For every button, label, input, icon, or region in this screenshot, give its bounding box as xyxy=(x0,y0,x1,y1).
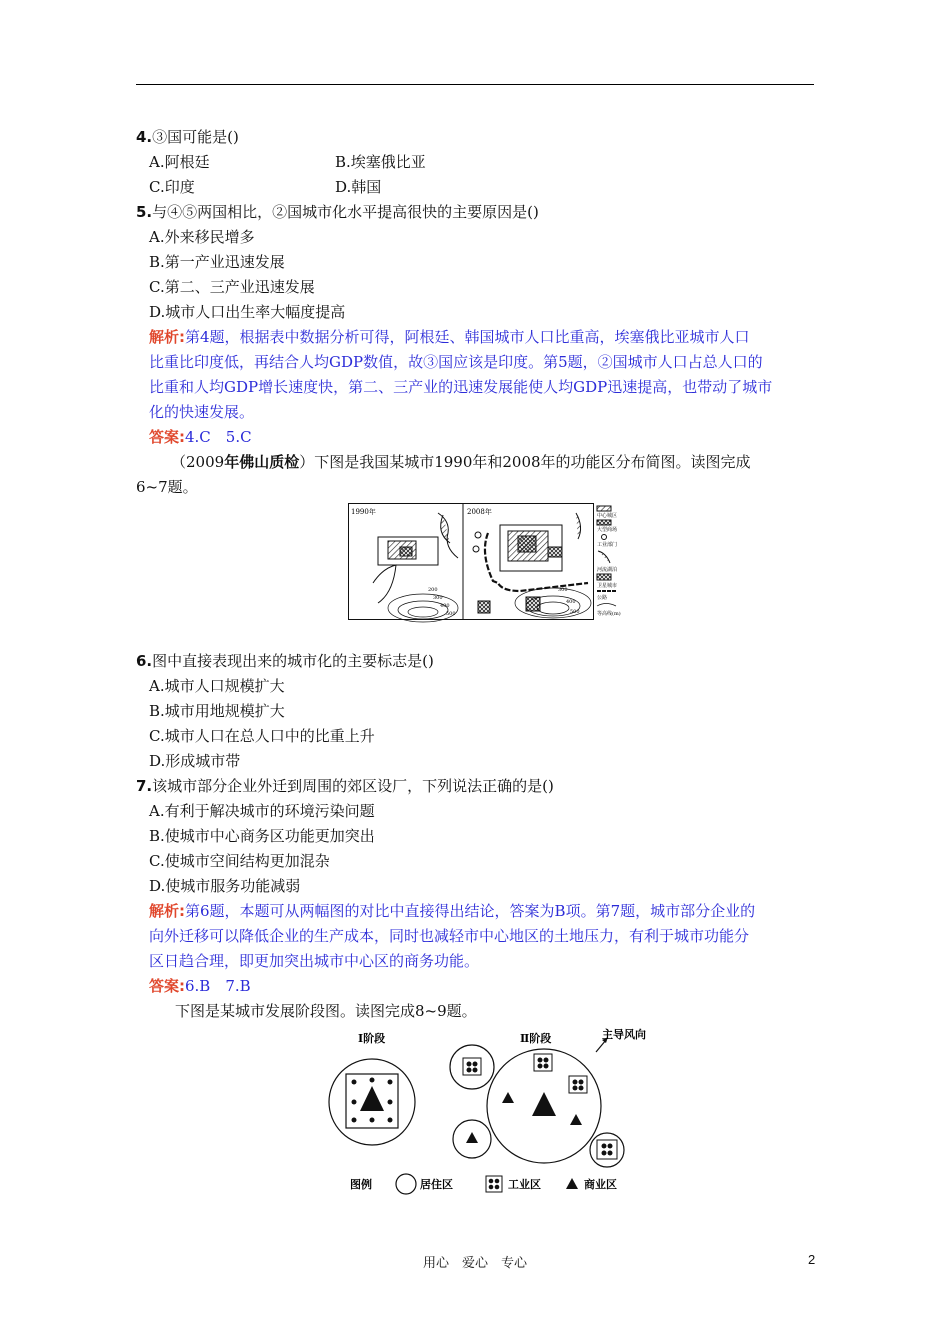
q7-option-d: D.使城市服务功能减弱 xyxy=(149,877,301,895)
svg-text:等高线(m): 等高线(m) xyxy=(597,611,621,617)
q5-option-d: D.城市人口出生率大幅度提高 xyxy=(149,303,346,321)
q5-option-b: B.第一产业迅速发展 xyxy=(149,253,285,271)
contour-label: 400 xyxy=(566,599,576,605)
residential-symbol xyxy=(396,1174,416,1194)
question-stem: 图中直接表现出来的城市化的主要标志是() xyxy=(152,652,434,670)
question-5 xyxy=(136,202,539,222)
answer-1 xyxy=(149,427,252,447)
intro-8-9: 下图是某城市发展阶段图。读图完成8~9题。 xyxy=(175,1002,477,1020)
wind-arrow xyxy=(596,1027,646,1052)
svg-text:中心城区: 中心城区 xyxy=(597,513,618,519)
legend-residential: 居住区 xyxy=(420,1178,453,1191)
analysis-label: 解析: xyxy=(149,902,185,920)
analysis-1-line-1: 解析:第4题，根据表中数据分析可得，阿根廷、韩国城市人口比重高，埃塞俄比亚城市人口 xyxy=(149,328,750,346)
contour-label: 300 xyxy=(433,595,443,601)
q6-option-d: D.形成城市带 xyxy=(149,752,241,770)
q7-option-c: C.使城市空间结构更加混杂 xyxy=(149,852,330,870)
legend-title: 图例 xyxy=(350,1178,372,1191)
stage-1-label: Ⅰ阶段 xyxy=(358,1032,386,1045)
wind-label: 主导风向 xyxy=(602,1028,646,1041)
analysis-2-line-1: 解析:第6题，本题可从两幅图的对比中直接得出结论，答案为B项。第7题，城市部分企业的 xyxy=(149,902,756,920)
question-number: 4. xyxy=(136,128,153,146)
contour-label: 200 xyxy=(428,587,438,593)
q5-option-a: A.外来移民增多 xyxy=(149,228,255,246)
svg-text:卫星城市: 卫星城市 xyxy=(597,583,618,589)
q6-option-b: B.城市用地规模扩大 xyxy=(149,702,285,720)
question-6 xyxy=(136,651,434,671)
intro-6-7-line-2: 6~7题。 xyxy=(136,478,198,496)
question-stem: 与④⑤两国相比，②国城市化水平提高很快的主要原因是() xyxy=(152,203,539,221)
svg-text:工业部门: 工业部门 xyxy=(597,542,618,548)
header-rule xyxy=(136,84,814,85)
analysis-1-line-2: 比重比印度低，再结合人均GDP数值，故③国应该是印度。第5题，②国城市人口占总人口的 xyxy=(149,353,763,371)
answer-2 xyxy=(149,976,251,996)
q7-option-b: B.使城市中心商务区功能更加突出 xyxy=(149,827,375,845)
q4-option-b: B.埃塞俄比亚 xyxy=(335,153,426,171)
analysis-1-line-3: 比重和人均GDP增长速度快，第二、三产业的迅速发展能使人均GDP迅速提高，也带动了城市 xyxy=(149,378,773,396)
answer-value: 4.C 5.C xyxy=(185,428,252,446)
question-7 xyxy=(136,776,554,796)
source-bold: 年佛山质检 xyxy=(224,453,300,471)
page-footer: 用心 爱心 专心 xyxy=(422,1256,527,1271)
industrial-symbol xyxy=(486,1176,502,1192)
legend-industrial: 工业区 xyxy=(508,1178,541,1191)
intro-6-7: （2009年佛山质检）下图是我国某城市1990年和2008年的功能区分布简图。读图完成 xyxy=(171,453,751,471)
city-function-map xyxy=(348,503,628,621)
q7-option-a: A.有利于解决城市的环境污染问题 xyxy=(149,802,375,820)
question-number: 6. xyxy=(136,652,153,670)
svg-text:大型商场: 大型商场 xyxy=(597,527,618,533)
svg-text:公路: 公路 xyxy=(597,595,608,601)
contour-label: 300 xyxy=(558,587,568,593)
stage-1-city xyxy=(329,1059,415,1145)
city-stage-diagram xyxy=(326,1024,646,1202)
q6-option-a: A.城市人口规模扩大 xyxy=(149,677,285,695)
map-legend xyxy=(597,506,621,617)
stage-legend xyxy=(350,1174,617,1194)
year-1990-label: 1990年 xyxy=(351,508,376,516)
year-2008-label: 2008年 xyxy=(467,508,492,516)
q4-options-ab xyxy=(149,152,210,172)
option-a: A.阿根廷 xyxy=(149,153,210,171)
question-number: 7. xyxy=(136,777,153,795)
q5-option-c: C.第二、三产业迅速发展 xyxy=(149,278,315,296)
question-4 xyxy=(136,127,239,147)
svg-text:河流湖泊: 河流湖泊 xyxy=(597,567,618,573)
page-number: 2 xyxy=(808,1252,816,1267)
stage-2-city xyxy=(450,1045,624,1167)
answer-value: 6.B 7.B xyxy=(185,977,251,995)
question-number: 5. xyxy=(136,203,153,221)
commercial-symbol xyxy=(566,1178,578,1189)
legend-commercial: 商业区 xyxy=(584,1178,617,1191)
contour-label: 500 xyxy=(570,609,580,615)
analysis-2-line-2: 向外迁移可以降低企业的生产成本，同时也减轻市中心地区的土地压力，有利于城市功能分 xyxy=(149,927,750,945)
analysis-2-line-3: 区日趋合理，即更加突出城市中心区的商务功能。 xyxy=(149,952,480,970)
q4-option-d: D.韩国 xyxy=(335,178,382,196)
question-stem: 该城市部分企业外迁到周围的郊区设厂，下列说法正确的是() xyxy=(152,777,554,795)
q4-option-c: C.印度 xyxy=(149,178,195,196)
contour-label: 500 xyxy=(446,611,456,617)
q6-option-c: C.城市人口在总人口中的比重上升 xyxy=(149,727,375,745)
contour-label: 400 xyxy=(440,603,450,609)
analysis-label: 解析: xyxy=(149,328,185,346)
analysis-1-line-4: 化的快速发展。 xyxy=(149,403,255,421)
answer-label: 答案: xyxy=(149,977,185,995)
answer-label: 答案: xyxy=(149,428,185,446)
question-stem: ③国可能是() xyxy=(152,128,239,146)
stage-2-label: Ⅱ阶段 xyxy=(520,1032,552,1045)
